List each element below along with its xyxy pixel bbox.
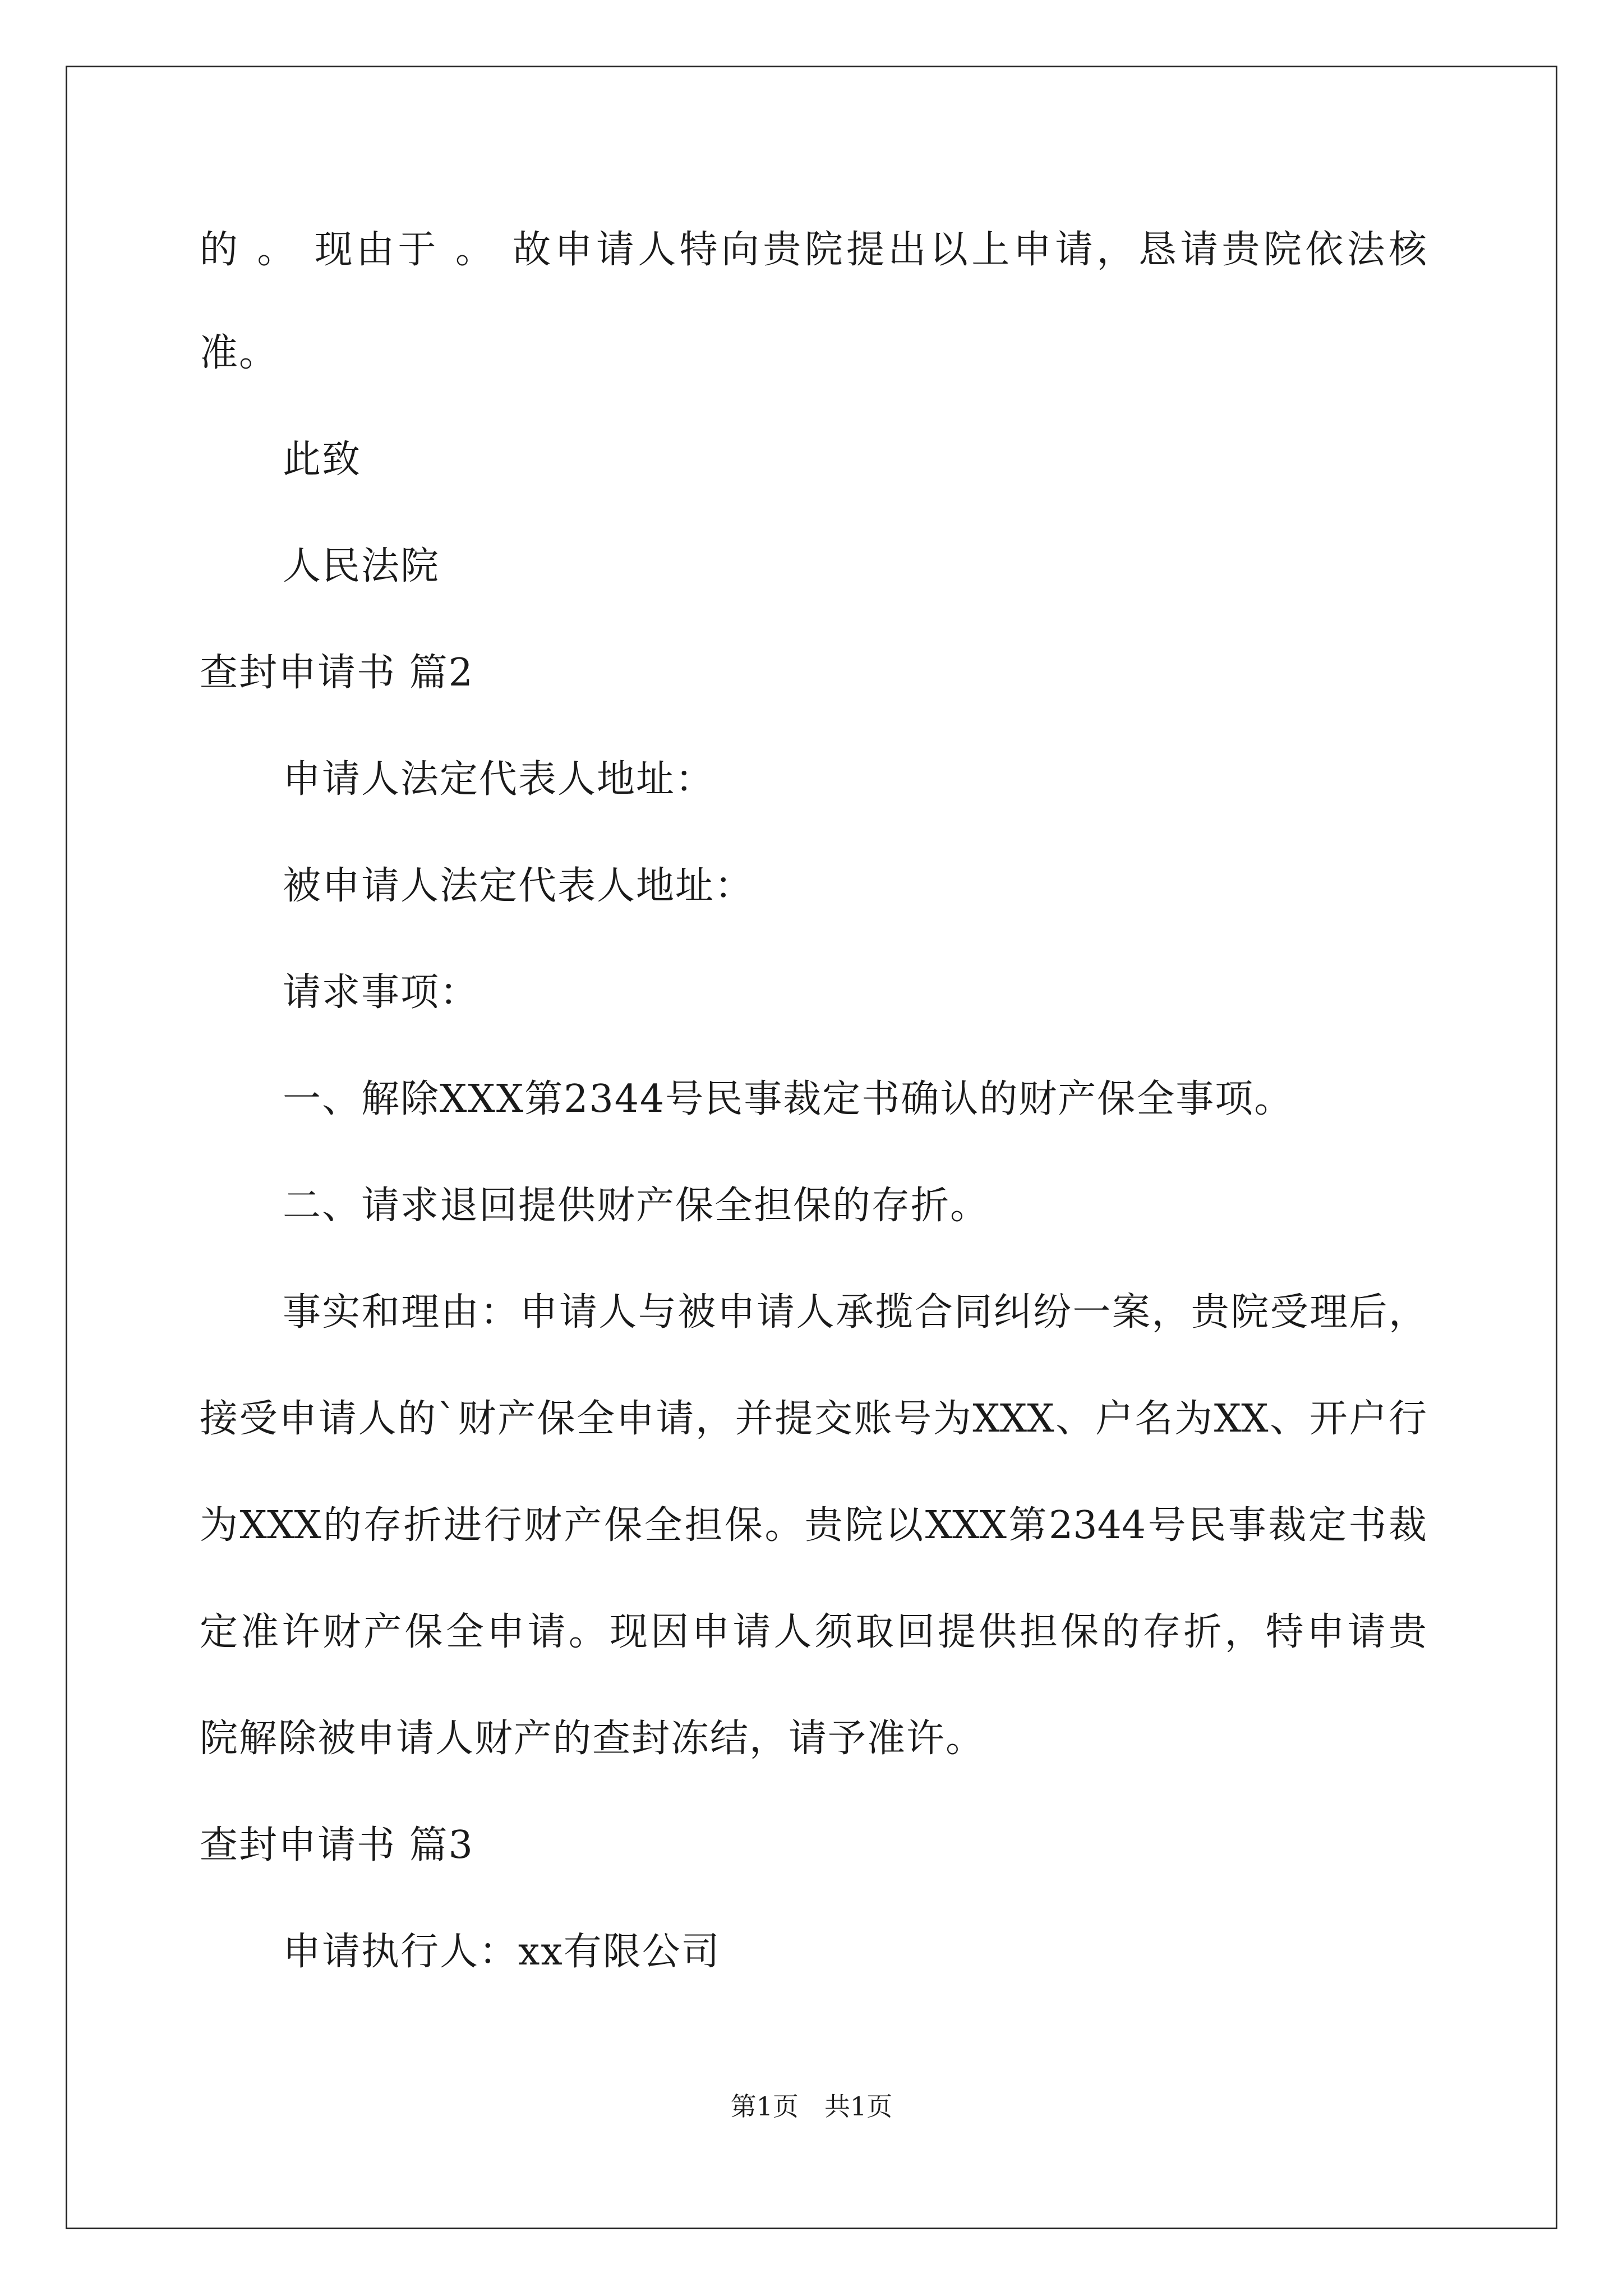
respondent-field: 被申请人法定代表人地址： [283, 864, 754, 908]
applicant-field: 申请执行人：xx有限公司 [283, 1930, 721, 1974]
section-heading: 查封申请书 篇3 [200, 1823, 474, 1867]
paragraph-line: 定准许财产保全申请。现因申请人须取回提供担保的存折，特申请贵 [200, 1610, 1427, 1654]
paragraph-line: 为XXX的存折进行财产保全担保。贵院以XXX第2344号民事裁定书裁 [200, 1503, 1427, 1548]
paragraph-line: 的 。 现由于 。 故申请人特向贵院提出以上申请，恳请贵院依法核 [200, 228, 1427, 272]
page-number: 第1页 共1页 [730, 2091, 893, 2122]
closing-salutation: 此致 [283, 438, 362, 482]
requests-heading: 请求事项： [283, 970, 479, 1015]
applicant-field: 申请人法定代表人地址： [283, 757, 715, 802]
request-item: 二、请求退回提供财产保全担保的存折。 [283, 1184, 990, 1228]
paragraph-line: 接受申请人的`财产保全申请，并提交账号为XXX、户名为XX、开户行 [200, 1397, 1427, 1441]
page-border [66, 66, 1557, 2229]
request-item: 一、解除XXX第2344号民事裁定书确认的财产保全事项。 [283, 1077, 1294, 1121]
paragraph-line: 事实和理由：申请人与被申请人承揽合同纠纷一案，贵院受理后， [283, 1290, 1427, 1335]
paragraph-line: 准。 [200, 331, 279, 375]
paragraph-line: 院解除被申请人财产的查封冻结，请予准许。 [200, 1717, 985, 1761]
section-heading: 查封申请书 篇2 [200, 651, 474, 695]
recipient-court: 人民法院 [283, 544, 440, 588]
